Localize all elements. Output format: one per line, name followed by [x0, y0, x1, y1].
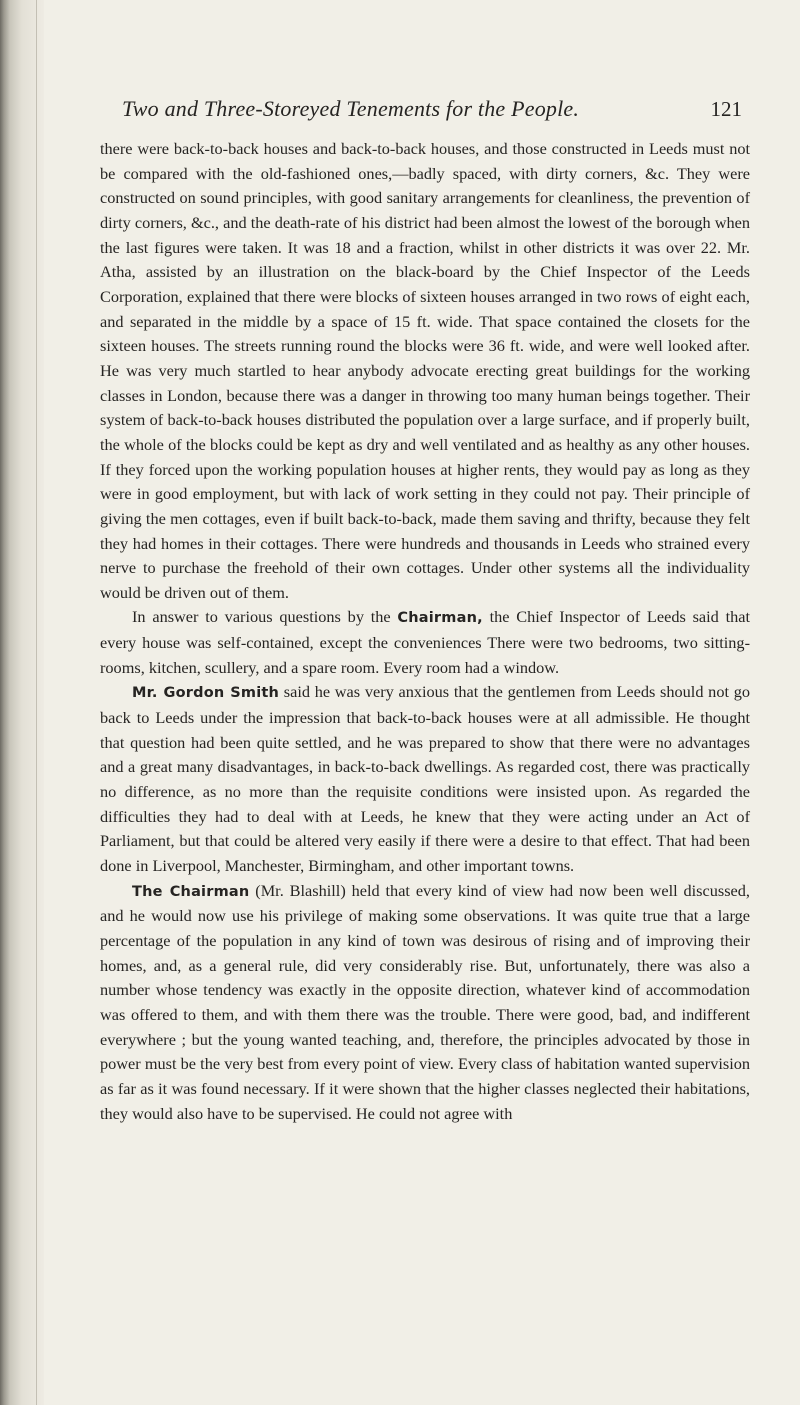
paragraph-text: (Mr. Blashill) held that every kind of view had now been well discussed, and he would now use his privilege of making some observations. It was quite true that a large percentage of the population in any kind of town was desirous of rising and of improving their homes, and, as a general rule, did very considerably rise. But, unfortunately, there was also a number whose tendency was exactly in the opposite direction, whatever kind of accommodation was offered to them, and with them there was the trouble. There were good, bad, and indifferent everywhere ; but the young wanted teaching, and, therefore, the principles advocated by those in power must be the very best from every point of view. Every class of habitation wanted supervision as far as it was found necessary. If it were shown that the higher classes neglected their habitations, they would also have to be supervised. He could not agree with: [100, 880, 750, 1123]
speaker-name: Chairman,: [397, 610, 483, 627]
paragraph: [100, 605, 750, 680]
paragraph-text: the Chief Inspector of Leeds said that every house was self-contained, except the conveniences There were two bedrooms, two sitting-rooms, kitchen, scullery, and a spare room. Every room had a window.: [100, 607, 750, 677]
paragraph: [100, 680, 750, 878]
page-header: [70, 96, 760, 126]
gutter-fold-line: [36, 0, 37, 1405]
paragraph: [100, 879, 750, 1127]
page-number: 121: [710, 97, 742, 121]
speaker-name: Mr. Gordon Smith: [132, 685, 280, 702]
paragraph-text: said he was very anxious that the gentlemen from Leeds should not go back to Leeds under the impression that back-to-back houses were at all admissible. He thought that question had been quite settled, and he was prepared to show that there were no advantages and a great many disadvantages, in back-to-back dwellings. As regarded cost, there was practically no difference, as no more than the requisite conditions were insisted upon. As regarded the difficulties they had to deal with at Leeds, he knew that they were acting under an Act of Parliament, but that could be altered very easily if there were a desire to that effect. That had been done in Liverpool, Manchester, Birmingham, and other important towns.: [100, 682, 750, 876]
paragraph-text: there were back-to-back houses and back-to-back houses, and those constructed in Leeds must not be compared with the old-fashioned ones,—badly spaced, with dirty corners, &c. They were constructed on sound principles, with good sanitary arrangements for cleanliness, the prevention of dirty corners, &c., and the death-rate of his district had been almost the lowest of the borough when the last figures were taken. It was 18 and a fraction, whilst in other districts it was over 22. Mr. Atha, assisted by an illustration on the black-board by the Chief Inspector of the Leeds Corporation, explained that there were blocks of sixteen houses arranged in two rows of eight each, and separated in the middle by a space of 15 ft. wide. That space contained the closets for the sixteen houses. The streets running round the blocks were 36 ft. wide, and were well looked after. He was very much startled to hear anybody advocate erecting great buildings for the working classes in London, because there was a danger in throwing too many human beings together. Their system of back-to-back houses distributed the population over a large surface, and if properly built, the whole of the blocks could be kept as dry and well ventilated and as healthy as any other houses. If they forced upon the working population houses at higher rents, they would pay as long as they were in good employment, but with lack of work setting in they could not pay. Their principle of giving the men cottages, even if built back-to-back, made them saving and thrifty, because they felt they had homes in their cottages. There were hundreds and thousands in Leeds who strained every nerve to purchase the freehold of their own cottages. Under other systems all the individuality would be driven out of them.: [100, 139, 750, 602]
speaker-name: The Chairman: [132, 883, 250, 900]
running-head: Two and Three-Storeyed Tenements for the People.: [122, 96, 580, 121]
paragraph: [100, 137, 750, 605]
paragraph-lead: In answer to various questions by the: [132, 607, 398, 627]
book-gutter: [0, 0, 44, 1405]
body-text: [100, 137, 750, 1126]
